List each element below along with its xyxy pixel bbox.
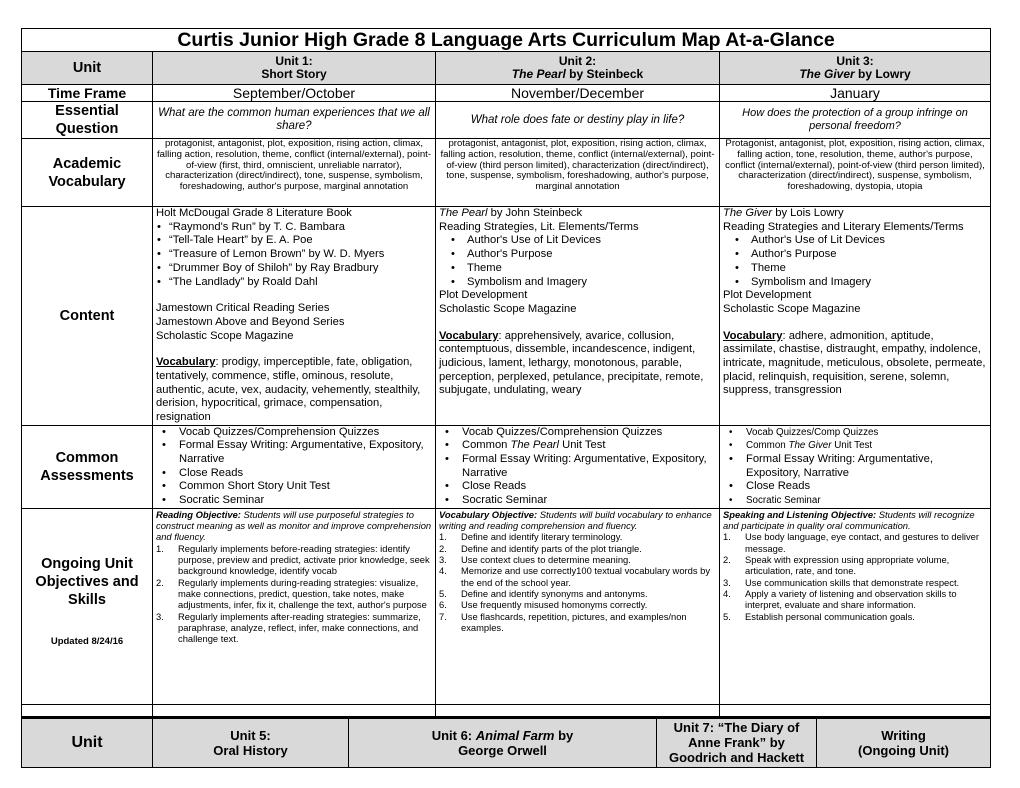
list-item: • Socratic Seminar [439, 494, 716, 508]
content-label: Content [22, 207, 153, 426]
list-item: • Formal Essay Writing: Argumentative, Expository, Narrative [723, 453, 987, 480]
unit-vocabulary: Vocabulary: apprehensively, avarice, collusion, contemptuous, dissemble, incandescence, indigent, judicious, lament, lethargy, monotonous, parable, perception, perplexed, petulance, precipitate, remote, subjugate, undulating, weary [439, 329, 704, 397]
list-item: • Close Reads [723, 480, 987, 494]
list-item: • Symbolism and Imagery [439, 276, 716, 290]
content-book: The Pearl by John Steinbeck [439, 207, 583, 219]
plot-development: Plot Development [723, 289, 812, 302]
list-item: 2. Define and identify parts of the plot triangle. [439, 542, 642, 554]
list-item: • Author's Use of Lit Devices [723, 234, 987, 248]
story-list [156, 221, 432, 290]
list-item: 6. Use frequently misused homonyms correctly. [439, 599, 648, 611]
plot-development: Plot Development [439, 289, 528, 302]
list-item: • Author's Purpose [439, 248, 716, 262]
list-item: • Socratic Seminar [723, 494, 987, 508]
list-item: • Close Reads [439, 480, 716, 494]
unit-label: Unit [22, 52, 153, 85]
objectives-unit-1: Reading Objective: Students will use purposeful strategies to construct meaning as well as monitor and improve comprehension and fluency. 1. Regularly implements before-reading strategies: identify purpose, preview and predict, activate prior knowledge, seek background knowledge, identify vocab 2. Regularly implements during-reading strategies: visualize, make connections, predict, question, take notes, make adjustments, infer, fix it, challenge the text, author's purpose 3. Regularly implements after-reading strategies: summarize, paraphrase, analyze, reflect, infer, make connections, and challenge text. [153, 508, 436, 704]
time-frame-2: November/December [436, 85, 720, 102]
series-item: Scholastic Scope Magazine [156, 329, 294, 342]
unit-2-header: Unit 2: The Pearl by Steinbeck [436, 52, 720, 85]
magazine: Scholastic Scope Magazine [439, 302, 577, 315]
content-book: Holt McDougal Grade 8 Literature Book [156, 207, 352, 219]
list-item: • Formal Essay Writing: Argumentative, Expository, Narrative [156, 439, 432, 466]
unit-vocabulary: Vocabulary: prodigy, imperceptible, fate, obligation, tentatively, commence, stifle, ominous, resolute, authentic, acute, vex, audacity, vehemently, stealthily, derision, hypocritical, grimace, compensation, resignation [156, 356, 421, 424]
list-item: • Vocab Quizzes/Comprehension Quizzes [156, 426, 432, 440]
time-frame-label: Time Frame [22, 85, 153, 102]
bottom-unit-label: Unit [22, 717, 153, 767]
academic-vocabulary-2: protagonist, antagonist, plot, exposition, rising action, climax, falling action, resolution, theme, conflict (internal/external), point-of-view (third person limited), characterization (direct/indirect), tone, suspense, symbolism, foreshadowing, author's purpose, marginal annotation [436, 139, 720, 207]
list-item: • “The Landlady” by Roald Dahl [156, 276, 432, 290]
list-item: 3. Use communication skills that demonstrate respect. [723, 576, 960, 588]
list-item: • “Treasure of Lemon Brown” by W. D. Myers [156, 248, 432, 262]
list-item: 5. Define and identify synonyms and antonyms. [439, 587, 648, 599]
list-item: • Theme [439, 262, 716, 276]
unit-3-header: Unit 3: The Giver by Lowry [720, 52, 991, 85]
content-unit-1 [153, 207, 436, 426]
list-item: • Symbolism and Imagery [723, 276, 987, 290]
content-unit-3 [720, 207, 991, 426]
unit-vocabulary: Vocabulary: adhere, admonition, aptitude, assimilate, chastise, distraught, empathy, indolence, intricate, magnitude, meticulous, obsolete, permeate, placid, relinquish, requisition, serene, solemn, suppress, transgression [723, 329, 986, 397]
essential-question-2: What role does fate or destiny play in life? [436, 102, 720, 139]
list-item: • “Raymond's Run” by T. C. Bambara [156, 221, 432, 235]
objectives-unit-2: Vocabulary Objective: Students will build vocabulary to enhance writing and reading comprehension and fluency. 1. Define and identify literary terminology. 2. Define and identify parts of the plot triangle. 3. Use context clues to determine meaning. 4. Memorize and use correctly100 textual vocabulary words by the end of the school year. 5. Define and identify synonyms and antonyms. 6. Use frequently misused homonyms correctly. 7. Use flashcards, repetition, pictures, and examples/non examples. [436, 508, 720, 704]
assessments-unit-2 [436, 425, 720, 508]
page-title: Curtis Junior High Grade 8 Language Arts Curriculum Map At-a-Glance [22, 29, 991, 52]
academic-vocabulary-3: Protagonist, antagonist, plot, exposition, rising action, climax, falling action, tone, resolution, theme, author's purpose, conflict (internal/external), point-of-view (third person limited), characterization (direct/indirect), suspense, symbolism, foreshadowing, dystopia, utopia [720, 139, 991, 207]
content-book: The Giver by Lois Lowry [723, 207, 844, 219]
essential-question-1: What are the common human experiences that we all share? [153, 102, 436, 139]
common-assessments-label: Common Assessments [22, 425, 153, 508]
device-list [439, 234, 716, 289]
list-item: • Author's Purpose [723, 248, 987, 262]
time-frame-1: September/October [153, 85, 436, 102]
list-item: • “Drummer Boy of Shiloh” by Ray Bradbury [156, 262, 432, 276]
essential-question-3: How does the protection of a group infringe on personal freedom? [720, 102, 991, 139]
unit-1-header: Unit 1: Short Story [153, 52, 436, 85]
list-item: 3. Use context clues to determine meaning. [439, 554, 631, 566]
list-item: 3. Regularly implements after-reading strategies: summarize, paraphrase, analyze, reflect, infer, make connections, and challenge text. [156, 610, 421, 645]
list-item: • Common The Pearl Unit Test [439, 439, 716, 453]
academic-vocabulary-label: Academic Vocabulary [22, 139, 153, 207]
content-strategies: Reading Strategies and Literary Elements/Terms [723, 220, 964, 233]
list-item: 4. Memorize and use correctly100 textual vocabulary words by the end of the school year. [439, 565, 711, 588]
list-item: 1. Regularly implements before-reading strategies: identify purpose, preview and predict, activate prior knowledge, seek background knowledge, identify vocab [156, 542, 430, 577]
ongoing-objectives-label: Ongoing Unit Objectives and Skills Updated 8/24/16 [22, 508, 153, 704]
time-frame-3: January [720, 85, 991, 102]
list-item: 7. Use flashcards, repetition, pictures, and examples/non examples. [439, 610, 687, 633]
list-item: • Author's Use of Lit Devices [439, 234, 716, 248]
content-strategies: Reading Strategies, Lit. Elements/Terms [439, 220, 639, 233]
curriculum-map [21, 28, 990, 766]
list-item: 2. Regularly implements during-reading strategies: visualize, make connections, predict, question, take notes, make adjustments, infer, fix it, challenge the text, author's purpose [156, 576, 427, 611]
list-item: • Common The Giver Unit Test [723, 439, 987, 453]
magazine: Scholastic Scope Magazine [723, 302, 861, 315]
series-item: Jamestown Critical Reading Series [156, 302, 330, 315]
list-item: • “Tell-Tale Heart” by E. A. Poe [156, 234, 432, 248]
academic-vocabulary-1: protagonist, antagonist, plot, exposition, rising action, climax, falling action, resolution, theme, conflict (internal/external), point-of-view (first, third, omniscient, unreliable narrator), characterization (direct/indirect), tone, suspense, symbolism, foreshadowing, author's purpose, marginal annotation [153, 139, 436, 207]
unit-5-header: Unit 5: Oral History [153, 717, 349, 767]
list-item: • Formal Essay Writing: Argumentative, Expository, Narrative [439, 453, 716, 480]
list-item: 1. Use body language, eye contact, and gestures to deliver message. [723, 531, 980, 554]
unit-7-header: Unit 7: “The Diary of Anne Frank” by Goodrich and Hackett [657, 719, 817, 767]
unit-7-writing-wrap [657, 717, 991, 767]
assessments-unit-1 [153, 425, 436, 508]
curriculum-table [21, 28, 991, 768]
list-item: 1. Define and identify literary terminology. [439, 531, 623, 543]
unit-6-header: Unit 6: Animal Farm by George Orwell [349, 717, 657, 767]
essential-question-label: Essential Question [22, 102, 153, 139]
list-item: • Socratic Seminar [156, 494, 432, 508]
objectives-unit-3: Speaking and Listening Objective: Students will recognize and participate in quality oral communication. 1. Use body language, eye contact, and gestures to deliver message. 2. Speak with expression using appropriate volume, articulation, rate, and tone. 3. Use communication skills that demonstrate respect. 4. Apply a variety of listening and observation skills to interpret, evaluate and share information. 5. Establish personal communication goals. [720, 508, 991, 704]
device-list [723, 234, 987, 289]
list-item: 5. Establish personal communication goals. [723, 610, 915, 622]
content-unit-2 [436, 207, 720, 426]
list-item: 4. Apply a variety of listening and observation skills to interpret, evaluate and share information. [723, 587, 957, 611]
list-item: 2. Speak with expression using appropriate volume, articulation, rate, and tone. [723, 554, 950, 577]
writing-header: Writing (Ongoing Unit) [858, 727, 949, 758]
list-item: • Close Reads [156, 467, 432, 481]
series-item: Jamestown Above and Beyond Series [156, 315, 345, 328]
list-item: • Vocab Quizzes/Comprehension Quizzes [439, 426, 716, 440]
list-item: • Theme [723, 262, 987, 276]
list-item: • Vocab Quizzes/Comp Quizzes [723, 426, 987, 440]
list-item: • Common Short Story Unit Test [156, 480, 432, 494]
updated-date: Updated 8/24/16 [50, 635, 124, 647]
assessments-unit-3 [720, 425, 991, 508]
